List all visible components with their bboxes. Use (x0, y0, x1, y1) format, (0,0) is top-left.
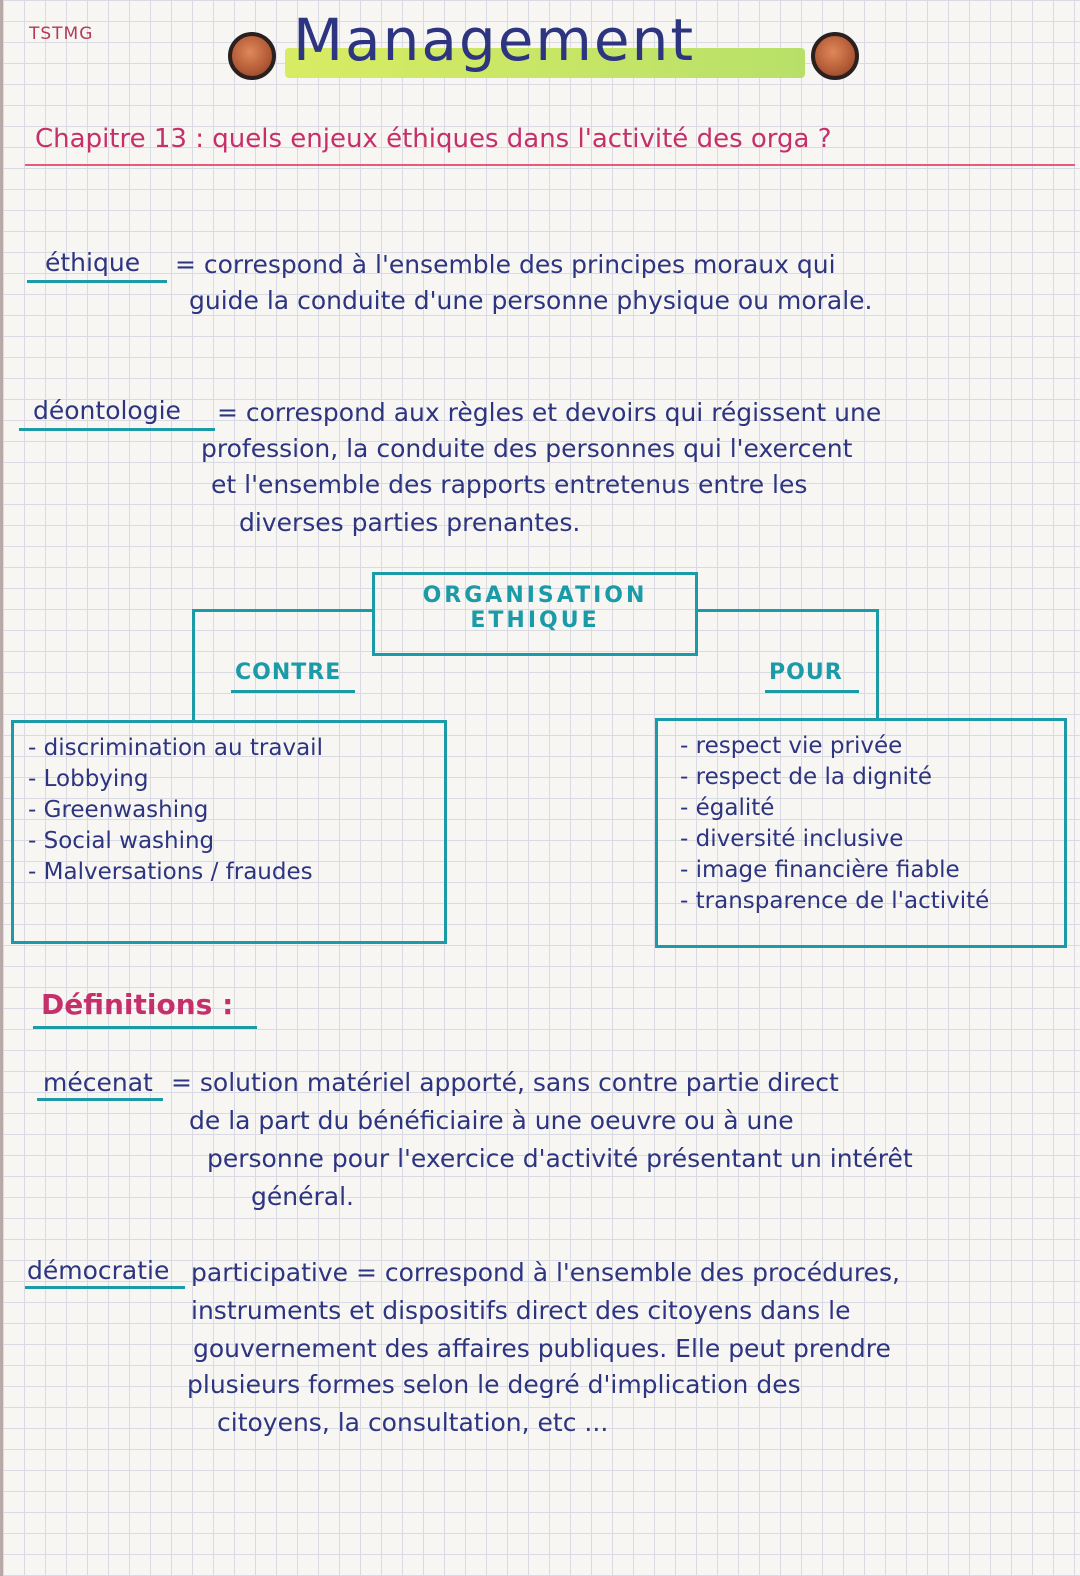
term-democratie: démocratie (27, 1256, 170, 1285)
term-democratie-underline (25, 1286, 185, 1289)
contre-item: - Greenwashing (28, 795, 434, 826)
pour-list (680, 731, 1056, 917)
contre-list (28, 733, 434, 888)
connector-right-vertical (876, 609, 879, 721)
democratie-line-5: citoyens, la consultation, etc ... (217, 1408, 609, 1437)
contre-item: - Social washing (28, 826, 434, 857)
democratie-line-2: instruments et dispositifs direct des citoyens dans le (191, 1296, 851, 1325)
ethique-line-2: guide la conduite d'une personne physique ou morale. (189, 286, 873, 315)
deontologie-line-2: profession, la conduite des personnes qui l'exercent (201, 434, 853, 463)
contre-item: - Malversations / fraudes (28, 857, 434, 888)
label-contre-underline (231, 690, 355, 693)
deontologie-line-4: diverses parties prenantes. (239, 508, 581, 537)
pour-item: - diversité inclusive (680, 824, 1056, 855)
center-box-line-1: ORGANISATION (422, 583, 648, 608)
democratie-line-1: participative = correspond à l'ensemble des procédures, (191, 1258, 900, 1287)
label-pour-underline (765, 690, 859, 693)
contre-item: - Lobbying (28, 764, 434, 795)
term-deontologie: déontologie (33, 396, 181, 425)
mecenat-line-2: de la part du bénéficiaire à une oeuvre ou à une (189, 1106, 794, 1135)
center-box-organisation (372, 572, 698, 656)
contre-item: - discrimination au travail (28, 733, 434, 764)
deontologie-line-1: = correspond aux règles et devoirs qui régissent une (217, 398, 882, 427)
pour-item: - transparence de l'activité (680, 886, 1056, 917)
deontologie-line-3: et l'ensemble des rapports entretenus entre les (211, 470, 808, 499)
pour-item: - égalité (680, 793, 1056, 824)
connector-left-vertical (192, 609, 195, 721)
binder-hole-right (811, 32, 859, 80)
pour-box (655, 718, 1067, 948)
term-ethique: éthique (45, 248, 141, 277)
connector-left-horizontal (193, 609, 373, 612)
chapter-underline (25, 164, 1075, 166)
class-label: TSTMG (29, 24, 94, 44)
pour-item: - respect de la dignité (680, 762, 1056, 793)
definitions-heading: Définitions : (41, 988, 234, 1021)
democratie-line-3: gouvernement des affaires publiques. Elle peut prendre (193, 1334, 891, 1363)
ethique-line-1: = correspond à l'ensemble des principes moraux qui (175, 250, 836, 279)
contre-box (11, 720, 447, 944)
term-mecenat: mécenat (43, 1068, 153, 1097)
connector-right-horizontal (697, 609, 879, 612)
page-title: Management (293, 6, 696, 74)
mecenat-line-4: général. (251, 1182, 354, 1211)
center-box-line-2: ETHIQUE (470, 608, 600, 633)
term-ethique-underline (27, 280, 167, 283)
label-pour: POUR (769, 660, 843, 685)
mecenat-line-1: = solution matériel apporté, sans contre partie direct (171, 1068, 839, 1097)
binder-hole-left (228, 32, 276, 80)
term-mecenat-underline (37, 1098, 163, 1101)
pour-item: - respect vie privée (680, 731, 1056, 762)
pour-item: - image financière fiable (680, 855, 1056, 886)
mecenat-line-3: personne pour l'exercice d'activité présentant un intérêt (207, 1144, 913, 1173)
label-contre: CONTRE (235, 660, 342, 685)
chapter-title: Chapitre 13 : quels enjeux éthiques dans l'activité des orga ? (35, 124, 832, 154)
democratie-line-4: plusieurs formes selon le degré d'implication des (187, 1370, 801, 1399)
definitions-heading-underline (33, 1026, 257, 1029)
term-deontologie-underline (19, 428, 215, 431)
